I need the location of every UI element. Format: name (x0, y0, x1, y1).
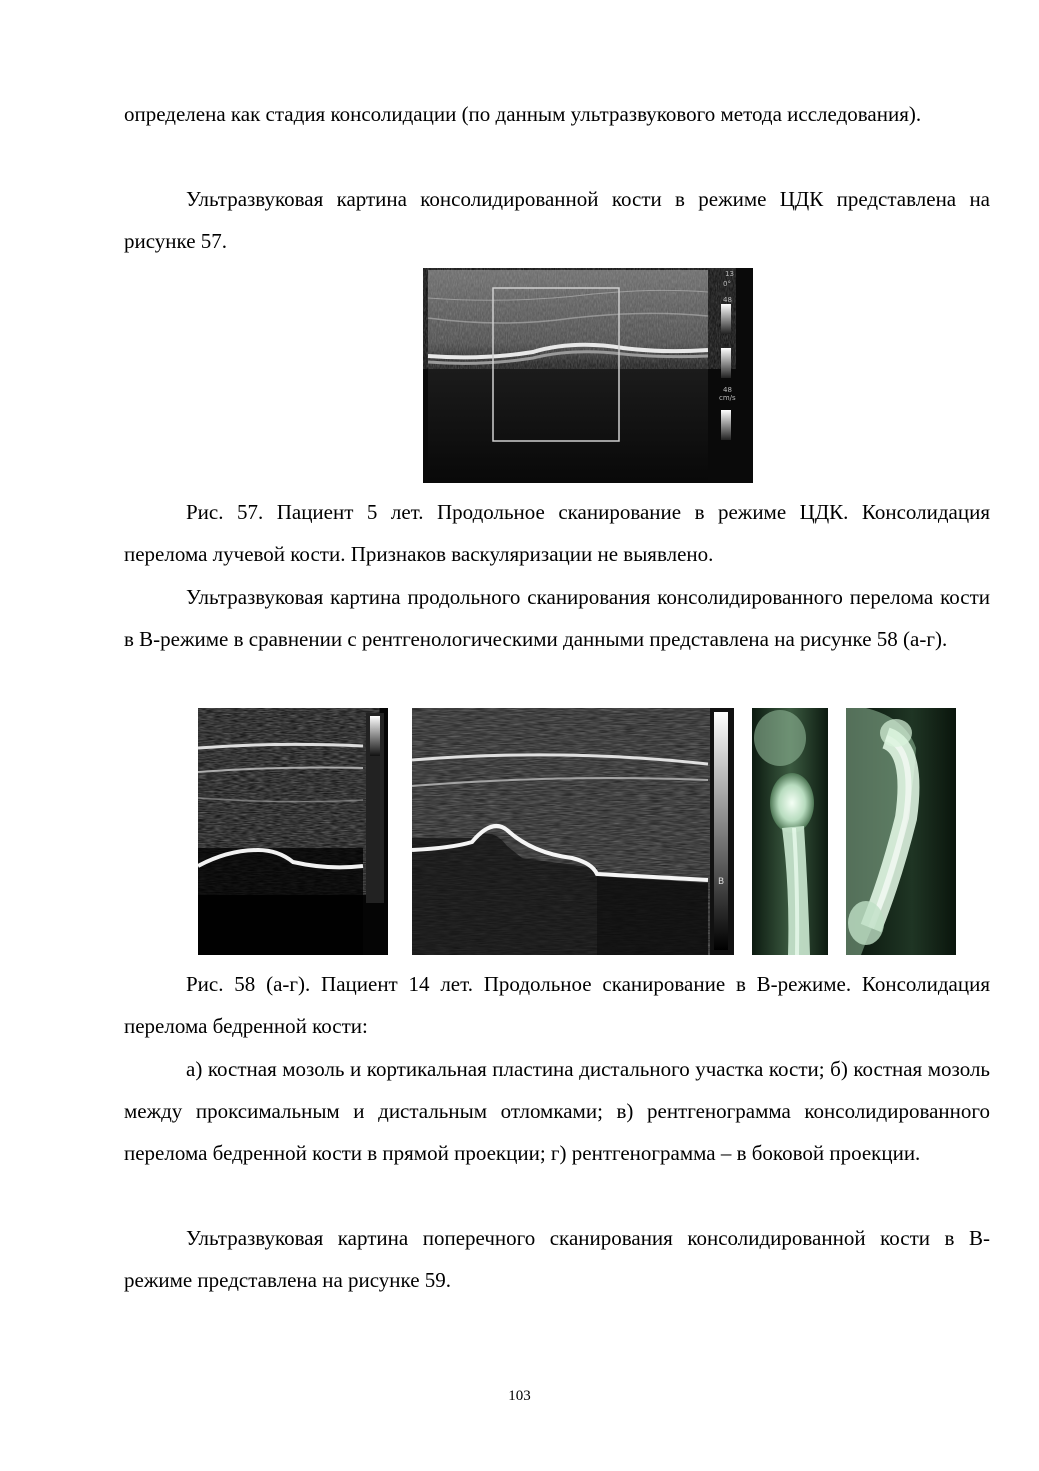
figure-58c-xray-image (752, 708, 828, 955)
figure-58d-xray-image (846, 708, 956, 955)
paragraph-figure58-intro: Ультразвуковая картина продольного сканирования консолидированного перелома кости в В-режиме в сравнении с рентгенологическими данными представлена на рисунке 58 (а-г). (124, 585, 990, 651)
scale-label: 0° (723, 280, 731, 288)
figure-58-legend: а) костная мозоль и кортикальная пластина дистального участка кости; б) костная мозоль между проксимальным и дистальным отломками; в) рентгенограмма консолидированного перелома бедренной кости в прямой проекции; г) рентгенограмма – в боковой проекции. (124, 1057, 990, 1165)
figure-57-ultrasound-image (423, 268, 753, 483)
paragraph-figure59-intro: Ультразвуковая картина поперечного сканирования консолидированной кости в В-режиме представлена на рисунке 59. (124, 1226, 990, 1292)
paragraph-figure57-intro: Ультразвуковая картина консолидированной кости в режиме ЦДК представлена на рисунке 57. (124, 187, 990, 253)
figure-58a-ultrasound-image (198, 708, 388, 955)
figure-57-caption: Рис. 57. Пациент 5 лет. Продольное сканирование в режиме ЦДК. Консолидация перелома лучевой кости. Признаков васкуляризации не выявлено. (124, 500, 990, 566)
page-number: 103 (508, 1388, 531, 1404)
paragraph-continuation: определена как стадия консолидации (по данным ультразвукового метода исследования). (124, 102, 922, 126)
figure-58b-ultrasound-image (412, 708, 734, 955)
scale-label: cm/s (719, 394, 736, 402)
scale-label: 48 (723, 386, 732, 394)
mode-label: B (718, 877, 725, 887)
figure-58-caption: Рис. 58 (а-г). Пациент 14 лет. Продольное сканирование в В-режиме. Консолидация перелома бедренной кости: (124, 972, 990, 1038)
scale-label: 48 (723, 296, 732, 304)
scale-label: 13 (725, 270, 734, 278)
